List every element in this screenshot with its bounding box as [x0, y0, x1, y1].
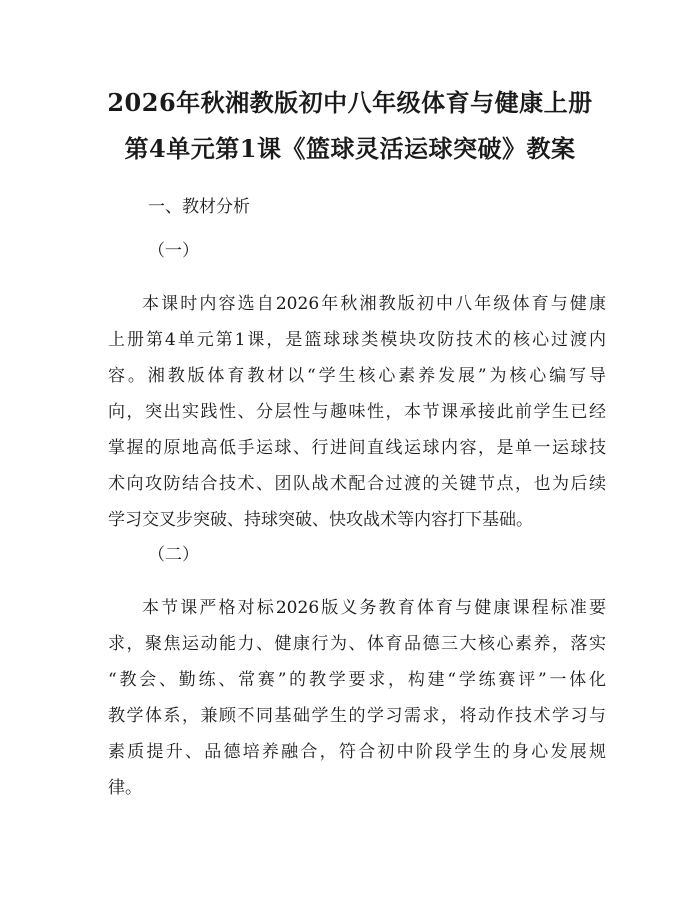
paragraph-line: 容。湘教版体育教材以“学生核心素养发展”为核心编写导	[108, 366, 606, 386]
paragraph-line: 求，聚焦运动能力、健康行为、体育品德三大核心素养，落实	[108, 634, 606, 654]
document-title-line-1: 2026年秋湘教版初中八年级体育与健康上册	[107, 88, 593, 117]
paragraph-line: 本课时内容选自2026年秋湘教版初中八年级体育与健康	[142, 294, 606, 314]
paragraph-line: “教会、勤练、常赛”的教学要求，构建“学练赛评”一体化	[108, 670, 606, 690]
paragraph-line: 本节课严格对标2026版义务教育体育与健康课程标准要	[142, 598, 606, 618]
paragraph-line: 向，突出实践性、分层性与趣味性，本节课承接此前学生已经	[108, 402, 606, 422]
paragraph-line: 学习交叉步突破、持球突破、快攻战术等内容打下基础。	[108, 510, 533, 530]
paragraph-2	[108, 590, 606, 806]
paragraph-line: 掌握的原地高低手运球、行进间直线运球内容，是单一运球技	[108, 438, 606, 458]
subsection-heading-1: （一）	[148, 241, 199, 261]
paragraph-line: 教学体系，兼顾不同基础学生的学习需求，将动作技术学习与	[108, 706, 606, 726]
paragraph-line: 律。	[108, 778, 142, 798]
paragraph-line: 术向攻防结合技术、团队战术配合过渡的关键节点，也为后续	[108, 474, 606, 494]
paragraph-line: 素质提升、品德培养融合，符合初中阶段学生的身心发展规	[108, 742, 606, 762]
paragraph-1	[108, 286, 606, 538]
section-heading-teaching-material-analysis: 一、教材分析	[148, 197, 250, 217]
document-title-line-2: 第4单元第1课《篮球灵活运球突破》教案	[124, 134, 576, 163]
paragraph-line: 上册第4单元第1课，是篮球球类模块攻防技术的核心过渡内	[108, 330, 606, 350]
subsection-heading-2: （二）	[148, 545, 199, 565]
